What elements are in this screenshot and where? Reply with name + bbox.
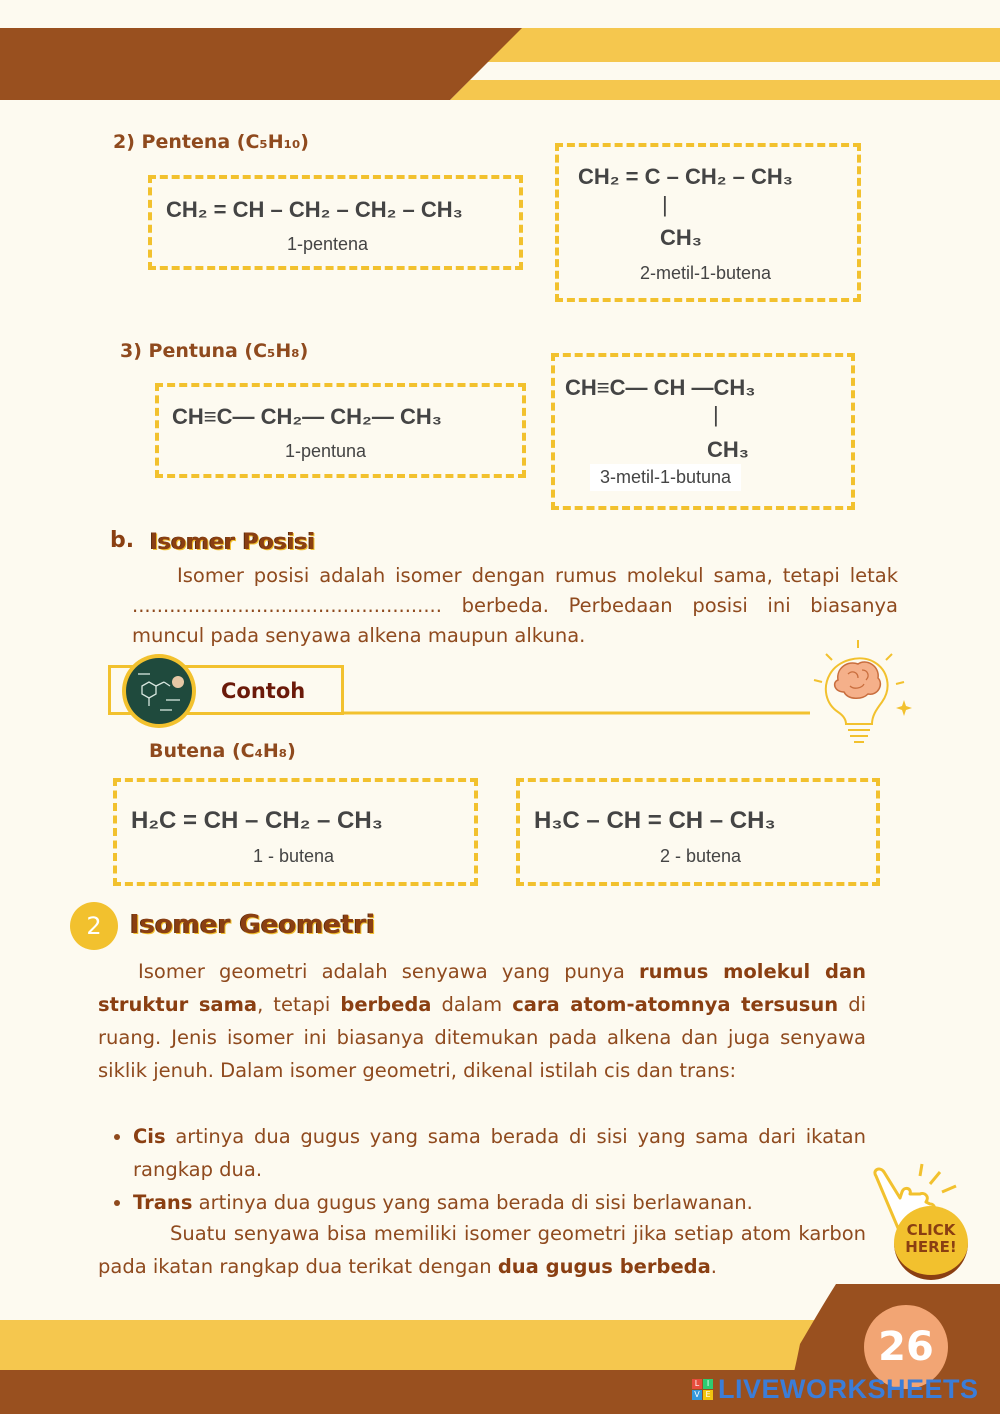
geometri-p2-text-a: Suatu senyawa bisa memiliki isomer geometri jika setiap atom karbon pada ikatan rangkap dua terikat dengan <box>98 1222 866 1278</box>
trans-term: Trans <box>133 1191 193 1214</box>
branch-2-metil-1-butena: CH₃ <box>660 225 702 250</box>
isomer-geometri-paragraph-2 <box>98 1217 866 1283</box>
contoh-divider-line <box>340 705 820 719</box>
click-here-line2: HERE! <box>905 1238 957 1256</box>
section-2-number: 2 <box>86 912 102 940</box>
cis-term: Cis <box>133 1125 166 1148</box>
section-2-number-badge <box>70 902 118 950</box>
bond-2-metil-1-butena: | <box>662 192 668 217</box>
isomer-geometri-paragraph <box>98 955 866 1087</box>
isomer-posisi-text-1: Isomer posisi adalah isomer dengan rumus molekul sama, tetapi letak <box>177 564 898 587</box>
list-item-cis <box>133 1120 866 1186</box>
name-1-pentena: 1-pentena <box>287 234 369 254</box>
formula-box-3-metil-1-butuna <box>551 353 855 510</box>
formula-1-butena: H₂C = CH – CH₂ – CH₃ <box>131 807 383 834</box>
geometri-text-e: dalam <box>431 993 513 1016</box>
contoh-label: Contoh <box>221 679 306 703</box>
brain-lightbulb-icon <box>808 640 912 752</box>
formula-box-1-pentuna <box>155 383 526 478</box>
logo-letter-e: E <box>703 1390 713 1400</box>
formula-box-1-pentena <box>148 175 523 270</box>
geometri-bold-b: rumus molekul dan struktur sama <box>98 960 866 1016</box>
name-2-butena: 2 - butena <box>660 846 742 866</box>
formula-box-2-metil-1-butena <box>555 143 861 302</box>
formula-2-metil-1-butena: CH₂ = C – CH₂ – CH₃ <box>578 164 793 189</box>
geometri-bold-d: berbeda <box>340 993 432 1016</box>
logo-letter-v: V <box>692 1390 702 1400</box>
geometri-text-c: , tetapi <box>257 993 341 1016</box>
click-here-text <box>894 1222 968 1256</box>
click-here-line1: CLICK <box>906 1221 956 1239</box>
geometri-text-a: Isomer geometri adalah senyawa yang punya <box>138 960 639 983</box>
formula-1-pentena: CH₂ = CH – CH₂ – CH₂ – CH₃ <box>166 197 463 222</box>
header-banner <box>0 0 1000 110</box>
name-3-metil-1-butuna: 3-metil-1-butuna <box>590 464 741 491</box>
branch-3-metil-1-butuna: CH₃ <box>707 437 749 462</box>
name-1-butena: 1 - butena <box>253 846 335 866</box>
butena-label: Butena (C₄H₈) <box>149 740 296 762</box>
chalkboard-icon <box>120 652 198 730</box>
cis-text: artinya dua gugus yang sama berada di sisi yang sama dari ikatan rangkap dua. <box>133 1125 866 1181</box>
section-b-marker: b. <box>110 528 135 553</box>
cis-trans-list <box>98 1120 866 1219</box>
trans-text: artinya dua gugus yang sama berada di sisi berlawanan. <box>192 1191 753 1214</box>
logo-letter-i: I <box>703 1379 713 1389</box>
formula-box-1-butena <box>113 778 478 886</box>
geometri-p2-bold: dua gugus berbeda <box>497 1255 711 1278</box>
formula-1-pentuna: CH≡C— CH₂— CH₂— CH₃ <box>172 404 442 429</box>
logo-letter-l: L <box>692 1379 702 1389</box>
geometri-bold-f: cara atom-atomnya tersusun <box>512 993 839 1016</box>
formula-2-butena: H₃C – CH = CH – CH₃ <box>534 807 776 834</box>
live-logo-grid <box>692 1379 714 1401</box>
pentena-label: 2) Pentena (C₅H₁₀) <box>113 131 309 153</box>
isomer-posisi-text-2: berbeda. Perbedaan posisi ini biasanya muncul pada senyawa alkena maupun alkuna. <box>132 594 898 647</box>
click-here-button[interactable] <box>860 1162 976 1288</box>
formula-box-2-butena <box>516 778 880 886</box>
list-item-trans <box>133 1186 866 1219</box>
page-number: 26 <box>878 1324 934 1370</box>
name-1-pentuna: 1-pentuna <box>285 441 367 461</box>
geometri-text-g: di ruang. Jenis isomer ini biasanya ditemukan pada alkena dan juga senyawa siklik jenuh. Dalam isomer geometri, dikenal istilah cis dan trans: <box>98 993 867 1082</box>
name-2-metil-1-butena: 2-metil-1-butena <box>640 263 772 283</box>
section-2-title: Isomer Geometri <box>130 910 376 940</box>
section-b-paragraph <box>132 561 898 651</box>
geometri-p2-text-c: . <box>710 1255 717 1278</box>
formula-3-metil-1-butuna: CH≡C— CH —CH₃ <box>565 375 756 400</box>
watermark-text: LIVEWORKSHEETS <box>718 1374 979 1404</box>
isomer-posisi-blank[interactable]: .................................................. <box>132 594 442 617</box>
pentuna-label: 3) Pentuna (C₅H₈) <box>120 340 309 362</box>
section-b-title: Isomer Posisi <box>150 530 316 555</box>
bond-3-metil-1-butuna: | <box>713 402 719 427</box>
